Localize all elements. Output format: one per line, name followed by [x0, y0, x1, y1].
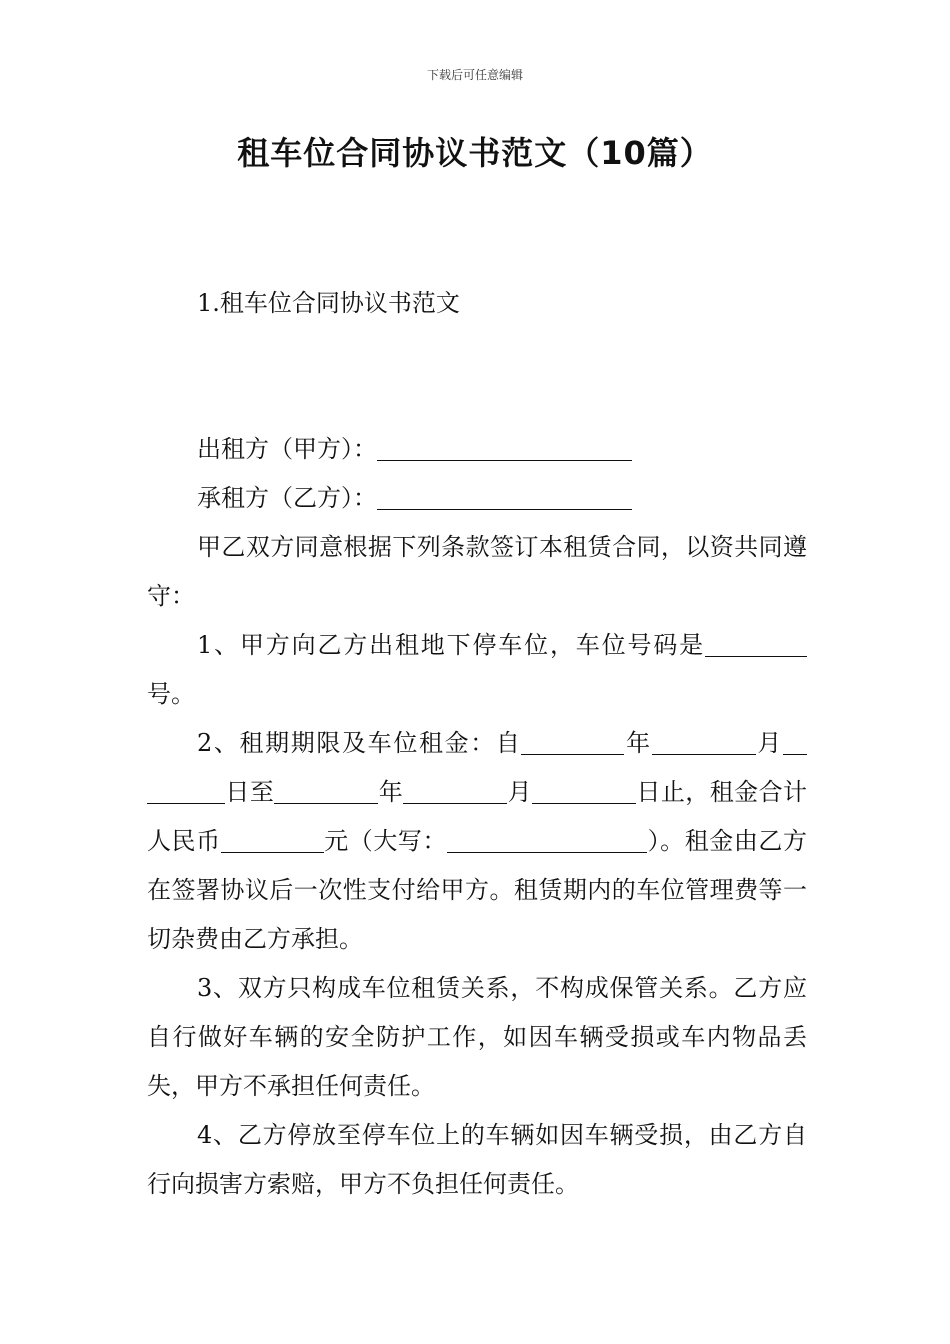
clause-2 [147, 719, 807, 964]
end-day-blank [532, 775, 636, 804]
lessee-blank [377, 481, 632, 510]
lessee-label: 承租方（乙方）： [197, 484, 377, 512]
start-month-blank [652, 726, 756, 755]
end-month-blank [403, 775, 507, 804]
month-label-2: 月 [507, 778, 533, 806]
clause-4: 4、乙方停放至停车位上的车辆如因车辆受损，由乙方自行向损害方索赔，甲方不负担任何责任。 [147, 1121, 807, 1198]
section-heading: 1.租车位合同协议书范文 [197, 289, 460, 317]
lessor-label: 出租方（甲方）： [197, 435, 377, 463]
contract-body [147, 425, 807, 1209]
month-label: 月 [755, 729, 783, 757]
clause-1-end: 号。 [147, 680, 195, 708]
clause-2-text: 2、租期期限及车位租金：自 [197, 729, 522, 757]
start-day-blank-b [147, 775, 225, 804]
year-label: 年 [624, 729, 652, 757]
clause-2-rest: ）。租金由乙方在签署协议后一次性支付给甲方。租赁期内的车位管理费等一切杂费由乙方承担。 [147, 827, 807, 953]
space-number-blank [705, 628, 807, 657]
start-day-blank-a [783, 726, 807, 755]
lessee-line [147, 474, 807, 523]
rent-amount-blank [221, 824, 324, 853]
clause-intro: 甲乙双方同意根据下列条款签订本租赁合同，以资共同遵守： [147, 533, 807, 610]
lessor-line [147, 425, 807, 474]
end-year-blank [274, 775, 378, 804]
clause-1 [147, 621, 807, 719]
lessor-blank [377, 432, 632, 461]
clause-3: 3、双方只构成车位租赁关系，不构成保管关系。乙方应自行做好车辆的安全防护工作，如因车辆受损或车内物品丢失，甲方不承担任何责任。 [147, 974, 807, 1100]
rent-uppercase-blank [447, 824, 647, 853]
day-to-label: 日至 [225, 778, 275, 806]
clause-1-text: 1、甲方向乙方出租地下停车位，车位号码是 [197, 631, 705, 659]
document-title: 租车位合同协议书范文（10篇） [237, 134, 713, 172]
start-year-blank [521, 726, 624, 755]
header-note: 下载后可任意编辑 [426, 68, 523, 82]
year-label-2: 年 [378, 778, 404, 806]
rent-total-label: 日止，租金合计人民币 [147, 778, 808, 855]
rent-uppercase-label: 元（大写： [323, 827, 448, 855]
